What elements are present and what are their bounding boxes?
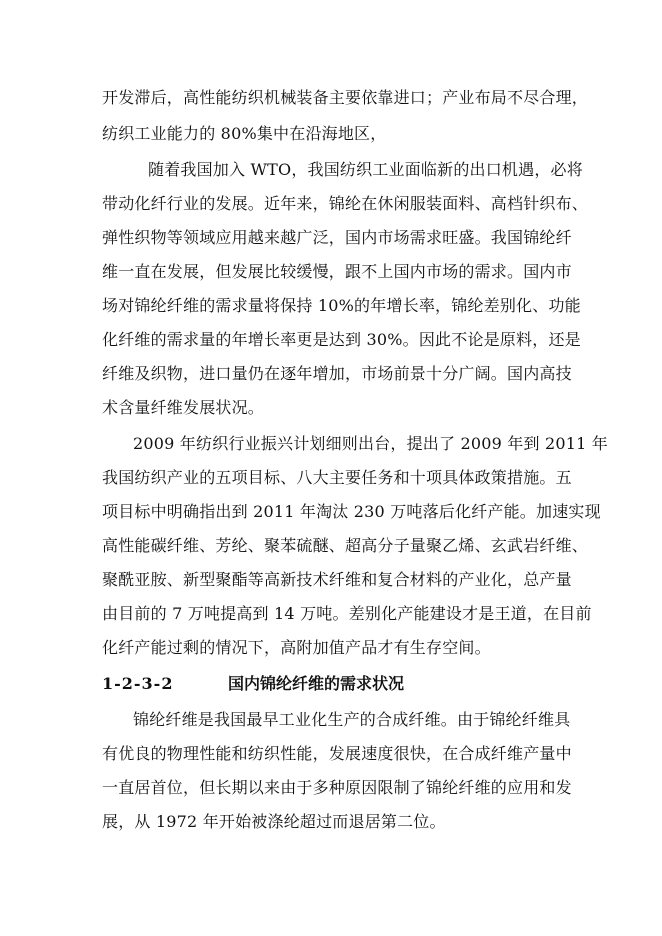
body-line: 一直居首位，但长期以来由于多种原因限制了锦纶纤维的应用和发 [102, 778, 572, 797]
body-line: 展，从 1972 年开始被涤纶超过而退居第二位。 [102, 812, 446, 831]
body-line: 我国纺织产业的五项目标、八大主要任务和十项具体政策措施。五 [102, 468, 572, 487]
body-line: 化纤产能过剩的情况下，高附加值产品才有生存空间。 [102, 638, 491, 657]
paragraph-first-line: 2009 年纺织行业振兴计划细则出台，提出了 2009 年到 2011 年 [133, 434, 608, 453]
body-line: 项目标中明确指出到 2011 年淘汰 230 万吨落后化纤产能。加速实现 [102, 502, 601, 521]
body-line: 化纤维的需求量的年增长率更是达到 30%。因此不论是原料，还是 [102, 330, 581, 349]
section-heading [102, 674, 572, 694]
paragraph-first-line: 锦纶纤维是我国最早工业化生产的合成纤维。由于锦纶纤维具 [133, 710, 571, 729]
section-title: 国内锦纶纤维的需求状况 [228, 674, 405, 693]
body-line: 纺织工业能力的 80%集中在沿海地区， [102, 124, 387, 143]
paragraph-first-line: 随着我国加入 WTO，我国纺织工业面临新的出口机遇，必将 [148, 160, 583, 179]
body-line: 聚酰亚胺、新型聚酯等高新技术纤维和复合材料的产业化，总产量 [102, 570, 572, 589]
body-line: 纤维及织物，进口量仍在逐年增加，市场前景十分广阔。国内高技 [102, 364, 572, 383]
body-line: 有优良的物理性能和纺织性能，发展速度很快，在合成纤维产量中 [102, 744, 572, 763]
body-line: 由目前的 7 万吨提高到 14 万吨。差别化产能建设才是王道，在目前 [102, 604, 592, 623]
section-number: 1-2-3-2 [102, 674, 174, 693]
body-line: 带动化纤行业的发展。近年来，锦纶在休闲服装面料、高档针织布、 [102, 194, 589, 213]
body-line: 场对锦纶纤维的需求量将保持 10%的年增长率，锦纶差别化、功能 [102, 296, 581, 315]
body-line: 高性能碳纤维、芳纶、聚苯硫醚、超高分子量聚乙烯、玄武岩纤维、 [102, 536, 589, 555]
body-line: 弹性织物等领域应用越来越广泛，国内市场需求旺盛。我国锦纶纤 [102, 228, 572, 247]
body-line: 术含量纤维发展状况。 [102, 398, 265, 417]
body-line: 开发滞后，高性能纺织机械装备主要依靠进口；产业布局不尽合理， [102, 88, 589, 107]
body-line: 维一直在发展，但发展比较缓慢，跟不上国内市场的需求。国内市 [102, 262, 572, 281]
